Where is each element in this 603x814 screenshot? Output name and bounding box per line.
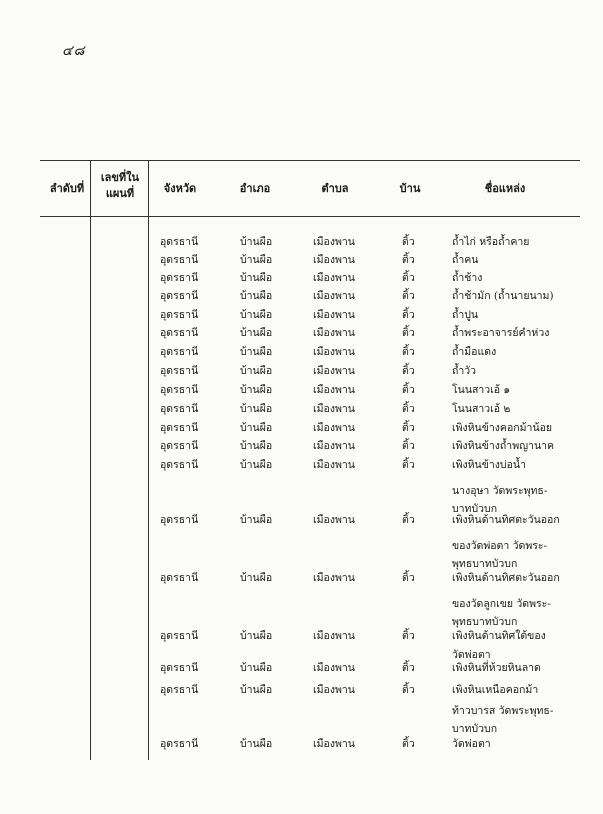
cell-province: อุดรธานี xyxy=(160,365,199,377)
cell-district: บ้านผือ xyxy=(240,630,273,642)
cell-site-name-continuation: นางอุษา วัดพระพุทธ- xyxy=(452,485,548,497)
cell-subdistrict: เมืองพาน xyxy=(313,630,355,642)
cell-subdistrict: เมืองพาน xyxy=(313,459,355,471)
cell-district: บ้านผือ xyxy=(240,272,273,284)
cell-district: บ้านผือ xyxy=(240,309,273,321)
cell-site-name: ถ้ำช้ามัก (ถ้ำนายนาม) xyxy=(452,290,554,302)
cell-village: ติ้ว xyxy=(402,514,415,526)
cell-province: อุดรธานี xyxy=(160,346,199,358)
cell-site-name: ถ้ำคน xyxy=(452,254,479,266)
cell-province: อุดรธานี xyxy=(160,403,199,415)
cell-district: บ้านผือ xyxy=(240,365,273,377)
cell-district: บ้านผือ xyxy=(240,572,273,584)
cell-village: ติ้ว xyxy=(402,662,415,674)
cell-site-name-continuation: บาทบัวบก xyxy=(452,723,498,735)
cell-district: บ้านผือ xyxy=(240,403,273,415)
cell-subdistrict: เมืองพาน xyxy=(313,684,355,696)
cell-site-name: ถ้ำพระอาจารย์คำห่วง xyxy=(452,327,550,339)
cell-province: อุดรธานี xyxy=(160,684,199,696)
cell-village: ติ้ว xyxy=(402,327,415,339)
cell-site-name-continuation: พุทธบาทบัวบก xyxy=(452,558,518,570)
cell-subdistrict: เมืองพาน xyxy=(313,236,355,248)
cell-site-name: เพิงหินข้างคอกม้าน้อย xyxy=(452,422,553,434)
header-village: บ้าน xyxy=(399,182,421,195)
cell-site-name: เพิงหินข้างบ่อน้ำ xyxy=(452,459,526,471)
cell-province: อุดรธานี xyxy=(160,384,199,396)
cell-subdistrict: เมืองพาน xyxy=(313,572,355,584)
cell-village: ติ้ว xyxy=(402,346,415,358)
cell-site-name: โนนสาวเอ้ ๒ xyxy=(452,403,511,415)
cell-subdistrict: เมืองพาน xyxy=(313,254,355,266)
cell-province: อุดรธานี xyxy=(160,254,199,266)
cell-district: บ้านผือ xyxy=(240,236,273,248)
cell-subdistrict: เมืองพาน xyxy=(313,662,355,674)
cell-site-name: ถ้ำมือแดง xyxy=(452,346,497,358)
column-divider-2 xyxy=(148,160,149,760)
cell-site-name: เพิงหินเหนือคอกม้า xyxy=(452,684,539,696)
cell-district: บ้านผือ xyxy=(240,290,273,302)
cell-village: ติ้ว xyxy=(402,272,415,284)
cell-village: ติ้ว xyxy=(402,630,415,642)
cell-province: อุดรธานี xyxy=(160,514,199,526)
cell-district: บ้านผือ xyxy=(240,254,273,266)
cell-site-name-continuation: ของวัดลูกเขย วัดพระ- xyxy=(452,598,551,610)
cell-village: ติ้ว xyxy=(402,459,415,471)
cell-province: อุดรธานี xyxy=(160,459,199,471)
header-province: จังหวัด xyxy=(163,182,197,195)
cell-site-name: เพิงหินด้านทิศใต้ของ xyxy=(452,630,546,642)
cell-subdistrict: เมืองพาน xyxy=(313,403,355,415)
cell-district: บ้านผือ xyxy=(240,384,273,396)
column-divider-1 xyxy=(90,160,91,760)
cell-village: ติ้ว xyxy=(402,236,415,248)
cell-subdistrict: เมืองพาน xyxy=(313,514,355,526)
cell-subdistrict: เมืองพาน xyxy=(313,738,355,750)
header-order: ลำดับที่ xyxy=(49,182,85,195)
cell-subdistrict: เมืองพาน xyxy=(313,365,355,377)
cell-site-name: ถ้ำไก่ หรือถ้ำคาย xyxy=(452,236,530,248)
cell-village: ติ้ว xyxy=(402,254,415,266)
cell-subdistrict: เมืองพาน xyxy=(313,309,355,321)
header-bottom-border xyxy=(40,216,580,217)
cell-village: ติ้ว xyxy=(402,365,415,377)
cell-province: อุดรธานี xyxy=(160,422,199,434)
cell-site-name: วัดพ่อตา xyxy=(452,738,491,750)
cell-subdistrict: เมืองพาน xyxy=(313,346,355,358)
table-top-border xyxy=(40,160,580,161)
cell-site-name: ถ้ำปูน xyxy=(452,309,479,321)
cell-village: ติ้ว xyxy=(402,440,415,452)
cell-province: อุดรธานี xyxy=(160,272,199,284)
cell-site-name: เพิงหินด้านทิศตะวันออก xyxy=(452,572,560,584)
cell-subdistrict: เมืองพาน xyxy=(313,272,355,284)
cell-subdistrict: เมืองพาน xyxy=(313,290,355,302)
cell-subdistrict: เมืองพาน xyxy=(313,327,355,339)
cell-province: อุดรธานี xyxy=(160,630,199,642)
cell-site-name: โนนสาวเอ้ ๑ xyxy=(452,384,511,396)
cell-site-name: ถ้ำวัว xyxy=(452,365,477,377)
cell-village: ติ้ว xyxy=(402,572,415,584)
cell-site-name-continuation: วัดพ่อตา xyxy=(452,649,491,661)
cell-district: บ้านผือ xyxy=(240,422,273,434)
cell-district: บ้านผือ xyxy=(240,738,273,750)
header-map-no: เลขที่ใน แผนที่ xyxy=(100,171,140,200)
cell-province: อุดรธานี xyxy=(160,738,199,750)
cell-site-name-continuation: พุทธบาทบัวบก xyxy=(452,616,518,628)
cell-site-name-continuation: ของวัดพ่อตา วัดพระ- xyxy=(452,540,548,552)
header-site-name: ชื่อแหล่ง xyxy=(484,182,526,195)
cell-province: อุดรธานี xyxy=(160,662,199,674)
cell-subdistrict: เมืองพาน xyxy=(313,440,355,452)
cell-site-name-continuation: ท้าวบารส วัดพระพุทธ- xyxy=(452,705,554,717)
cell-village: ติ้ว xyxy=(402,738,415,750)
cell-district: บ้านผือ xyxy=(240,440,273,452)
cell-site-name: เพิงหินที่ห้วยหินลาด xyxy=(452,662,541,674)
cell-site-name: เพิงหินข้างถ้ำพญานาค xyxy=(452,440,555,452)
cell-village: ติ้ว xyxy=(402,684,415,696)
cell-village: ติ้ว xyxy=(402,309,415,321)
cell-site-name: ถ้ำช้าง xyxy=(452,272,483,284)
cell-village: ติ้ว xyxy=(402,403,415,415)
cell-province: อุดรธานี xyxy=(160,440,199,452)
cell-district: บ้านผือ xyxy=(240,459,273,471)
cell-village: ติ้ว xyxy=(402,290,415,302)
cell-subdistrict: เมืองพาน xyxy=(313,384,355,396)
cell-province: อุดรธานี xyxy=(160,309,199,321)
cell-district: บ้านผือ xyxy=(240,514,273,526)
cell-province: อุดรธานี xyxy=(160,290,199,302)
cell-district: บ้านผือ xyxy=(240,346,273,358)
cell-site-name: เพิงหินด้านทิศตะวันออก xyxy=(452,514,560,526)
cell-province: อุดรธานี xyxy=(160,572,199,584)
cell-district: บ้านผือ xyxy=(240,327,273,339)
cell-district: บ้านผือ xyxy=(240,684,273,696)
header-district: อำเภอ xyxy=(239,182,271,195)
cell-village: ติ้ว xyxy=(402,384,415,396)
cell-subdistrict: เมืองพาน xyxy=(313,422,355,434)
cell-province: อุดรธานี xyxy=(160,236,199,248)
header-subdistrict: ตำบล xyxy=(321,182,349,195)
cell-district: บ้านผือ xyxy=(240,662,273,674)
page-number: ๔๘ xyxy=(62,43,86,59)
cell-site-name-continuation: บาทบัวบก xyxy=(452,503,498,515)
cell-province: อุดรธานี xyxy=(160,327,199,339)
cell-village: ติ้ว xyxy=(402,422,415,434)
